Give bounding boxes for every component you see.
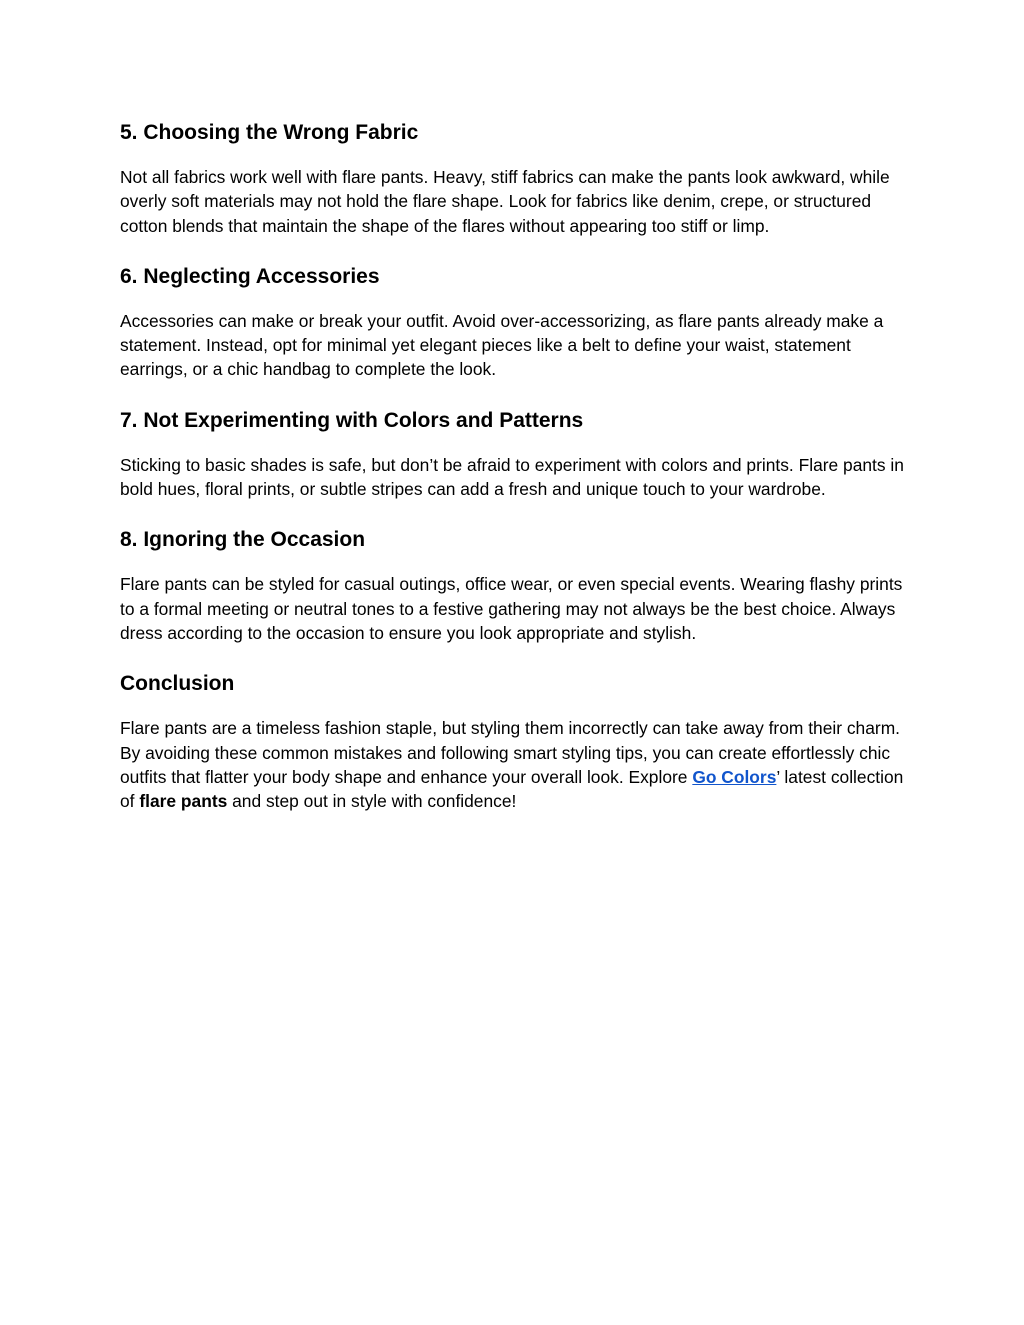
section-colors-patterns — [120, 406, 904, 502]
section-heading: 7. Not Experimenting with Colors and Patterns — [120, 408, 584, 432]
conclusion-text-end: and step out in style with confidence! — [227, 791, 517, 812]
section-heading: 5. Choosing the Wrong Fabric — [120, 121, 419, 144]
section-conclusion — [120, 669, 904, 813]
section-heading: 8. Ignoring the Occasion — [120, 528, 366, 552]
conclusion-heading: Conclusion — [120, 672, 235, 696]
go-colors-link[interactable]: Go Colors — [692, 766, 777, 787]
section-neglecting-accessories — [120, 262, 904, 382]
document-page — [120, 118, 904, 837]
conclusion-text-mid: ’ latest collection of — [120, 766, 904, 812]
section-paragraph: Sticking to basic shades is safe, but don’t be afraid to experiment with colors and prints. Flare pants in bold hues, floral prints, or subtle stripes can add a fresh and unique touch to your wardrobe. — [120, 454, 904, 500]
conclusion-paragraph — [120, 716, 904, 813]
section-ignoring-occasion — [120, 525, 904, 645]
section-choosing-wrong-fabric — [120, 118, 904, 238]
section-heading: 6. Neglecting Accessories — [120, 264, 380, 288]
section-paragraph: Not all fabrics work well with flare pants. Heavy, stiff fabrics can make the pants look awkward, while overly soft materials may not hold the flare shape. Look for fabrics like denim, crepe, or structured cotton blends that maintain the shape of the flares without appearing too stiff or limp. — [120, 167, 890, 236]
flare-pants-bold: flare pants — [139, 791, 228, 812]
section-paragraph: Accessories can make or break your outfit. Avoid over-accessorizing, as flare pants already make a statement. Instead, opt for minimal yet elegant pieces like a belt to define your waist, statement earrings, or a chic handbag to complete the look. — [120, 310, 884, 380]
section-paragraph: Flare pants can be styled for casual outings, office wear, or even special events. Wearing flashy prints to a formal meeting or neutral tones to a festive gathering may not always be the best choice. Always dress according to the occasion to ensure you look appropriate and stylish. — [120, 574, 903, 643]
conclusion-text: Flare pants are a timeless fashion staple, but styling them incorrectly can take away from their charm. By avoiding these common mistakes and following smart styling tips, you can create effortlessly chic outfits that flatter your body shape and enhance your overall look. Explore — [120, 718, 901, 787]
